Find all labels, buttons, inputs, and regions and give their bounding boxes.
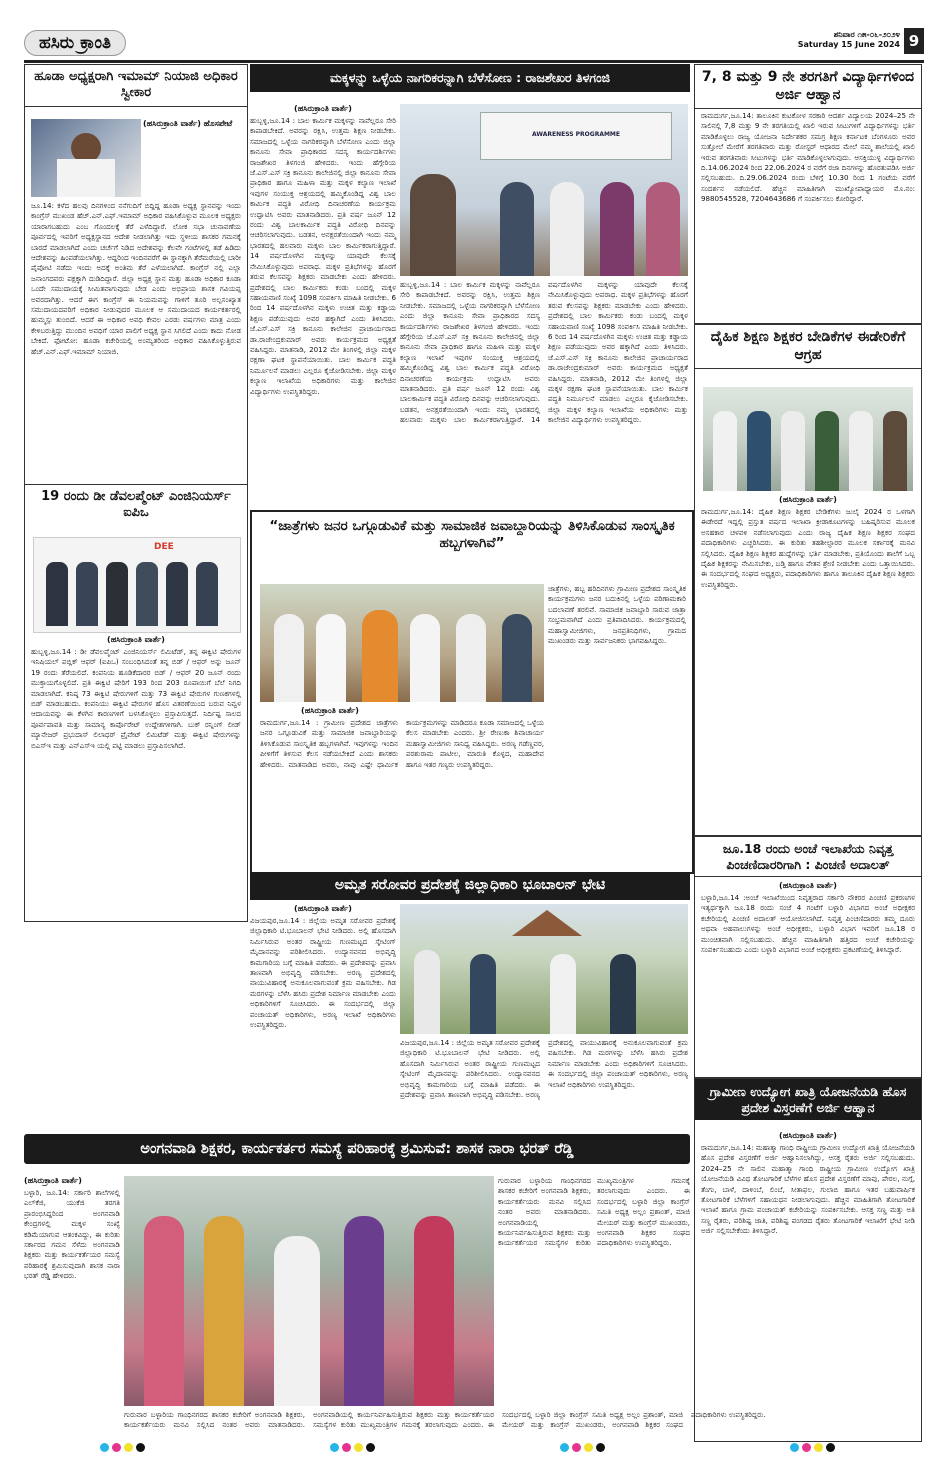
article-jatre-body-right: ಜಾತ್ರೆಗಳು, ಹಬ್ಬ ಹರಿದಿನಗಳು ಗ್ರಾಮೀಣ ಪ್ರದೇಶದ ಸಾಂಸ್ಕೃತಿಕ ಕಾರ್ಯಕ್ರಮಗಳು ಜನರ ಬದುಕಿನಲ್ಲಿ ಒಳ್ಳೆಯ ಪರಿಣಾಮಕಾರಿ ಬದಲಾವಣೆ ತರಲಿವೆ. ಸಾಮಾಜಿಕ ಜವಾಬ್ದಾರಿ ಸಾರುವ ಜಾತ್ರಾ ಸಂಭ್ರಮವಾಗಿದೆ ಎಂದು ಪ್ರತಿಪಾದಿಸಿದರು. ಕಾರ್ಯಕ್ರಮದಲ್ಲಿ ಮಹಾಸ್ವಾಮೀಜಿಗಳು, ಜನಪ್ರತಿನಿಧಿಗಳು, ಗ್ರಾಮದ ಮುಖಂಡರು ಮತ್ತು ಸಾರ್ವಜನಿಕರು ಭಾಗವಹಿಸಿದ್ದರು.: [548, 584, 686, 646]
cyan-dot: [330, 1443, 339, 1452]
article-pension-title: ಜೂ.18 ರಂದು ಅಂಚೆ ಇಲಾಖೆಯ ನಿವೃತ್ತ ಪಿಂಚಣಿದಾರರಿಗಾಗಿ : ಪಿಂಚಣಿ ಅದಾಲತ್: [695, 837, 921, 877]
gazebo-roof: [512, 910, 582, 936]
masthead: [24, 28, 924, 63]
person-icon: [76, 562, 98, 626]
article-amrut-body-left: ವಿಜಯಪುರ,ಜೂ.14 : ಜಿಲ್ಲೆಯ ಅಮೃತ ಸರೋವರ ಪ್ರದೇಶಕ್ಕೆ ಜಿಲ್ಲಾಧಿಕಾರಿ ಟಿ.ಭೂಬಾಲನ್ ಭೇಟಿ ನೀಡಿದರು. ಅಲ್ಲಿ ಹೊಸದಾಗಿ ನಿರ್ಮಿಸಿರುವ ಅಂತರ ರಾಷ್ಟ್ರೀಯ ಗುಣಮಟ್ಟದ ಸ್ಕೇಟಿಂಗ್ ಮೈದಾನವನ್ನು ಪರಿಶೀಲಿಸಿದರು. ಉದ್ಯಾನವನದ ಅಭಿವೃದ್ಧಿ ಕಾಮಗಾರಿಯ ಬಗ್ಗೆ ಮಾಹಿತಿ ಪಡೆದರು. ಈ ಪ್ರದೇಶವನ್ನು ಪ್ರವಾಸಿ ತಾಣವಾಗಿ ಅಭಿವೃದ್ಧಿ ಪಡಿಸಬೇಕು. ಅರಣ್ಯ ಪ್ರದೇಶದಲ್ಲಿ ವಾಯುವಿಹಾರಕ್ಕೆ ಅನುಕೂಲವಾಗುವಂತೆ ಕ್ರಮ ವಹಿಸಬೇಕು. ಗಿಡ ಮರಗಳನ್ನು ಬೆಳೆಸಿ ಹಸಿರು ಪ್ರದೇಶ ನಿರ್ಮಾಣ ಮಾಡಬೇಕು ಎಂದು ಅಧಿಕಾರಿಗಳಿಗೆ ಸೂಚಿಸಿದರು. ಈ ಸಂದರ್ಭದಲ್ಲಿ ಜಿಲ್ಲಾ ಪಂಚಾಯತ್ ಅಧಿಕಾರಿಗಳು, ಅರಣ್ಯ ಇಲಾಖೆ ಅಧಿಕಾರಿಗಳು ಉಪಸ್ಥಿತರಿದ್ದರು.: [250, 916, 396, 1030]
person-icon: [414, 950, 440, 1034]
newspaper-name: ಹಸಿರು ಕ್ರಾಂತಿ: [24, 30, 126, 56]
cyan-dot: [100, 1443, 109, 1452]
banner-text: AWARENESS PROGRAMME: [531, 131, 620, 138]
person-icon: [470, 954, 496, 1034]
person-icon: [144, 1216, 184, 1406]
dee-logo: DEE: [154, 542, 174, 552]
person-icon: [849, 411, 873, 491]
dateline: [798, 30, 900, 50]
person-icon: [646, 182, 680, 276]
article-jatre: [250, 510, 694, 874]
article-jatre-quote: “ಜಾತ್ರೆಗಳು ಜನರ ಒಗ್ಗೂಡುವಿಕೆ ಮತ್ತು ಸಾಮಾಜಿಕ ಜವಾಬ್ದಾರಿಯನ್ನು ತಿಳಿಸಿಕೊಡುವ ಸಾಂಸ್ಕೃತಿಕ ಹಬ್ಬಗಳಾಗಿವೆ”: [269, 518, 675, 551]
person-icon: [204, 1216, 244, 1406]
article-pe-credit: (ಹಸಿರುಕ್ರಾಂತಿ ವಾರ್ತೆ): [779, 495, 837, 504]
article-nrega-credit: (ಹಸಿರುಕ್ರಾಂತಿ ವಾರ್ತೆ): [779, 1131, 837, 1140]
article-admission-title: 7, 8 ಮತ್ತು 9 ನೇ ತರಗತಿಗೆ ವಿದ್ಯಾರ್ಥಿಗಳಿಂದ ಅರ್ಜಿ ಆಹ್ವಾನ: [695, 65, 921, 109]
print-marks: [100, 1443, 145, 1453]
article-pension-body: ಬಳ್ಳಾರಿ,ಜೂ.14 :ಅಂಚೆ ಇಲಾಖೆಯಿಂದ ನಿವೃತ್ತರಾದ ಸರ್ಕಾರಿ ನೌಕರರ ಪಿಂಚಣಿ ಪ್ರಕರಣಗಳ ಇತ್ಯರ್ಥಕ್ಕಾಗಿ ಜೂ.18 ರಂದು ಸಂಜೆ 4 ಗಂಟೆಗೆ ಬಳ್ಳಾರಿ ವಿಭಾಗದ ಅಂಚೆ ಅಧೀಕ್ಷಕರ ಕಚೇರಿಯಲ್ಲಿ ಪಿಂಚಣಿ ಅದಾಲತ್ ಆಯೋಜಿಸಲಾಗಿದೆ. ನಿವೃತ್ತ ಪಿಂಚಣಿದಾರರು ತಮ್ಮ ದೂರು ಅಥವಾ ಅಹವಾಲುಗಳನ್ನು ಅಂಚೆ ಅಧೀಕ್ಷಕರು, ಬಳ್ಳಾರಿ ವಿಭಾಗ ಇವರಿಗೆ ಜೂ.18 ರ ಮುಂಚಿತವಾಗಿ ಸಲ್ಲಿಸಬಹುದು. ಹೆಚ್ಚಿನ ಮಾಹಿತಿಗಾಗಿ ಹತ್ತಿರದ ಅಂಚೆ ಕಚೇರಿಯನ್ನು ಸಂಪರ್ಕಿಸಬಹುದು ಎಂದು ಬಳ್ಳಾರಿ ವಿಭಾಗದ ಅಂಚೆ ಅಧೀಕ್ಷಕರು ಪ್ರಕಟಣೆಯಲ್ಲಿ ತಿಳಿಸಿದ್ದಾರೆ.: [701, 893, 915, 955]
print-marks: [790, 1443, 835, 1453]
person-icon: [196, 562, 218, 626]
person-icon: [414, 1216, 454, 1406]
person-icon: [362, 610, 398, 702]
jatre-event-photo: [260, 584, 544, 702]
article-pe-teachers: [694, 324, 922, 836]
yellow-dot: [814, 1443, 823, 1452]
dee-event-photo: [33, 537, 241, 633]
article-hooda: [24, 64, 248, 552]
date-kannada: ಶನಿವಾರ ೧೫-೦೬-೨೦೨೪: [833, 30, 900, 39]
black-dot: [136, 1443, 145, 1452]
magenta-dot: [112, 1443, 121, 1452]
article-dee-credit: (ಹಸಿರುಕ್ರಾಂತಿ ವಾರ್ತೆ): [107, 635, 165, 644]
print-marks: [560, 1443, 605, 1453]
magenta-dot: [342, 1443, 351, 1452]
person-icon: [166, 562, 188, 626]
cyan-dot: [560, 1443, 569, 1452]
person-icon: [344, 1216, 384, 1406]
person-icon: [106, 562, 128, 626]
person-icon: [274, 614, 304, 702]
article-amrut: [250, 872, 690, 1130]
person-icon: [316, 614, 346, 702]
black-dot: [826, 1443, 835, 1452]
person-icon: [550, 182, 584, 276]
person-icon: [815, 411, 839, 491]
article-pe-body: ರಾಮದುರ್ಗ,ಜೂ.14: ದೈಹಿಕ ಶಿಕ್ಷಣ ಶಿಕ್ಷಕರ ಬೇಡಿಕೆಗಳು ಜುಲೈ 2024 ರ ಒಳಗಾಗಿ ಈಡೇರದೆ ಇದ್ದಲ್ಲಿ ಪ್ರಸ್ತುತ ವರ್ಷದ ಇಲಾಖಾ ಕ್ರೀಡಾಕೂಟಗಳನ್ನು ಬಹಿಷ್ಕರಿಸುವ ಮೂಲಕ ಅಸಹಕಾರ ಚಳವಳಿ ನಡೆಸಲಾಗುವುದು ಎಂದು ರಾಜ್ಯ ದೈಹಿಕ ಶಿಕ್ಷಣ ಶಿಕ್ಷಕರ ಸಂಘದ ಪದಾಧಿಕಾರಿಗಳು ಎಚ್ಚರಿಸಿದರು. ಈ ಕುರಿತು ತಹಶೀಲ್ದಾರರ ಮೂಲಕ ಸರ್ಕಾರಕ್ಕೆ ಮನವಿ ಸಲ್ಲಿಸಿದರು. ದೈಹಿಕ ಶಿಕ್ಷಣ ಶಿಕ್ಷಕರ ಹುದ್ದೆಗಳನ್ನು ಭರ್ತಿ ಮಾಡಬೇಕು, ಪ್ರತಿಯೊಂದು ಶಾಲೆಗೆ ಒಬ್ಬ ದೈಹಿಕ ಶಿಕ್ಷಕರನ್ನು ನೇಮಿಸಬೇಕು, ಬಡ್ತಿ ಹಾಗೂ ವೇತನ ಶ್ರೇಣಿ ನೀಡಬೇಕು ಎಂದು ಒತ್ತಾಯಿಸಿದರು. ಈ ಸಂದರ್ಭದಲ್ಲಿ ಸಂಘದ ಅಧ್ಯಕ್ಷರು, ಪದಾಧಿಕಾರಿಗಳು ಹಾಗೂ ತಾಲೂಕಿನ ದೈಹಿಕ ಶಿಕ್ಷಣ ಶಿಕ್ಷಕರು ಉಪಸ್ಥಿತರಿದ್ದರು.: [701, 507, 915, 589]
article-children-credit: (ಹಸಿರುಕ್ರಾಂತಿ ವಾರ್ತೆ): [294, 104, 352, 113]
article-anganwadi: [24, 1134, 766, 1440]
pe-teachers-photo: [703, 387, 913, 491]
article-dee-body: ಹುಬ್ಬಳ್ಳಿ,ಜೂ.14 : ಡೀ ಡೆವಲಪ್ಮೆಂಟ್ ಎಂಜಿನಿಯರ್ಸ್ ಲಿಮಿಟೆಡ್, ತನ್ನ ಈಕ್ವಿಟಿ ಷೇರುಗಳ ಇನಿಷಿಯಲ್ ಪಬ್ಲಿಕ್ ಆಫರ್ (ಐಪಿಒ) ಸಂಬಂಧಿಸಿದಂತೆ ತನ್ನ ಬಿಡ್ / ಆಫರ್ ಅನ್ನು ಜೂನ್ 19 ರಂದು ತೆರೆಯಲಿದೆ. ಕಂಪನಿಯ ಹೂಡಿಕೆದಾರರ ಬಿಡ್ / ಆಫರ್ 20 ಜೂನ್ ರಂದು ಮುಕ್ತಾಯಗೊಳ್ಳಲಿದೆ. ಪ್ರತಿ ಈಕ್ವಿಟಿ ಷೇರಿಗೆ 193 ರಿಂದ 203 ರೂಪಾಯಿಗೆ ಬೆಲೆ ನಿಗದಿ ಮಾಡಲಾಗಿದೆ. ಕನಿಷ್ಠ 73 ಈಕ್ವಿಟಿ ಷೇರುಗಳಿಗೆ ಮತ್ತು 73 ಈಕ್ವಿಟಿ ಷೇರುಗಳ ಗುಣಕಗಳಲ್ಲಿ ಬಿಡ್ ಮಾಡಬಹುದು. ಕಂಪನಿಯು ಈಕ್ವಿಟಿ ಷೇರುಗಳ ಹೊಸ ವಿತರಣೆಯಿಂದ ಬರುವ ನಿವ್ವಳ ಆದಾಯವನ್ನು ಈ ಕೆಳಗಿನ ಕಾರಣಗಳಿಗೆ ಬಳಸಿಕೊಳ್ಳಲು ಪ್ರಸ್ತಾಪಿಸುತ್ತದೆ. ನಿರ್ದಿಷ್ಟ ಸಾಲದ ಪೂರ್ವಪಾವತಿ ಮತ್ತು ಸಾಮಾನ್ಯ ಕಾರ್ಪೊರೇಟ್ ಉದ್ದೇಶಗಳಿಗಾಗಿ. ಬುಕ್ ರನ್ನಿಂಗ್ ಲೀಡ್ ಮ್ಯಾನೇಜರ್ ಪ್ರಭುದಾಸ್ ಲಿಲಾಧರ್ ಪ್ರೈವೇಟ್ ಲಿಮಿಟೆಡ್ ಮತ್ತು ಈಕ್ವಿಟಿ ಷೇರುಗಳನ್ನು ಬಿಎಸ್‌ಇ ಮತ್ತು ಎನ್‌ಎಸ್‌ಇ ಯಲ್ಲಿ ಪಟ್ಟಿ ಮಾಡಲು ಪ್ರಸ್ತಾಪಿಸಲಾಗಿದೆ.: [31, 647, 241, 750]
article-hooda-credit: (ಹಸಿರುಕ್ರಾಂತಿ ವಾರ್ತೆ) ಹೊಸಪೇಟೆ: [143, 119, 233, 128]
person-icon: [781, 411, 805, 491]
article-children-body-right: ಹುಬ್ಬಳ್ಳಿ,ಜೂ.14 : ಬಾಲ ಕಾರ್ಮಿಕ ಮಕ್ಕಳನ್ನು ನಾವೆಲ್ಲರೂ ಸೇರಿ ಕಾಪಾಡಬೇಕಿದೆ. ಅವರನ್ನು ರಕ್ಷಿಸಿ, ಉತ್ತಮ ಶಿಕ್ಷಣ ನೀಡಬೇಕು. ಸಮಾಜದಲ್ಲಿ ಒಳ್ಳೆಯ ನಾಗರಿಕರನ್ನಾಗಿ ಬೆಳೆಸೋಣ ಎಂದು ಜಿಲ್ಲಾ ಕಾನೂನು ಸೇವಾ ಪ್ರಾಧಿಕಾರದ ಸದಸ್ಯ ಕಾರ್ಯದರ್ಶಿಗಳು ರಾಜಶೇಖರ ತಿಳಗಂಜಿ ಹೇಳಿದರು. ಇಂದು ಹೆಗ್ಗೇರಿಯ ಜೆ.ಎಸ್.ಎಸ್ ಸಕ್ರಿ ಕಾನೂನು ಕಾಲೇಜಿನಲ್ಲಿ ಜಿಲ್ಲಾ ಕಾನೂನು ಸೇವಾ ಪ್ರಾಧಿಕಾರ ಹಾಗೂ ಮಹಿಳಾ ಮತ್ತು ಮಕ್ಕಳ ಕಲ್ಯಾಣ ಇಲಾಖೆ ಇವುಗಳ ಸಂಯುಕ್ತ ಆಶ್ರಯದಲ್ಲಿ ಹಮ್ಮಿಕೊಂಡಿದ್ದ ವಿಶ್ವ ಬಾಲ ಕಾರ್ಮಿಕ ಪದ್ಧತಿ ವಿರೋಧಿ ದಿನಾಚರಣೆಯ ಕಾರ್ಯಕ್ರಮ ಉದ್ಘಾಟಿಸಿ ಅವರು ಮಾತನಾಡಿದರು. ಪ್ರತಿ ವರ್ಷ ಜೂನ್ 12 ರಂದು ವಿಶ್ವ ಬಾಲಕಾರ್ಮಿಕ ಪದ್ಧತಿ ವಿರೋಧಿ ದಿನವನ್ನು ಆಚರಿಸಲಾಗುವುದು. ಬಡತನ, ಅನಕ್ಷರತೆಯಿಂದಾಗಿ ಇಂದು ನಮ್ಮ ಭಾರತದಲ್ಲಿ ಹಲವಾರು ಮಕ್ಕಳು ಬಾಲ ಕಾರ್ಮಿಕರಾಗುತ್ತಿದ್ದಾರೆ. 14 ವರ್ಷದೊಳಗಿನ ಮಕ್ಕಳನ್ನು ಯಾವುದೇ ಕೆಲಸಕ್ಕೆ ನೇಮಿಸಿಕೊಳ್ಳುವುದು ಅಪರಾಧ. ಮಕ್ಕಳ ಪ್ರತಿಭೆಗಳನ್ನು ಹೊರಗೆ ತರುವ ಕೆಲಸವನ್ನು ಶಿಕ್ಷಕರು ಮಾಡಬೇಕು ಎಂದು ಹೇಳಿದರು. ಪ್ರದೇಶದಲ್ಲಿ ಬಾಲ ಕಾರ್ಮಿಕರು ಕಂಡು ಬಂದಲ್ಲಿ ಮಕ್ಕಳ ಸಹಾಯವಾಣಿ ಸಂಖ್ಯೆ 1098 ಸಂಪರ್ಕಿಸಿ ಮಾಹಿತಿ ನೀಡಬೇಕು. 6 ರಿಂದ 14 ವರ್ಷದೊಳಗಿನ ಮಕ್ಕಳು ಉಚಿತ ಮತ್ತು ಕಡ್ಡಾಯ ಶಿಕ್ಷಣ ಪಡೆಯುವುದು ಅವರ ಹಕ್ಕಾಗಿದೆ ಎಂದು ತಿಳಿಸಿದರು. ಜೆ.ಎಸ್.ಎಸ್ ಸಕ್ರಿ ಕಾನೂನು ಕಾಲೇಜಿನ ಪ್ರಾಚಾರ್ಯರಾದ ಡಾ.ರಾಜೇಂದ್ರಕುಮಾರ್ ಅವರು ಕಾರ್ಯಕ್ರಮದ ಅಧ್ಯಕ್ಷತೆ ವಹಿಸಿದ್ದರು. ಮಾತನಾಡಿ, 2012 ಮೇ ತಿಂಗಳಲ್ಲಿ ಜಿಲ್ಲಾ ಮಕ್ಕಳ ರಕ್ಷಣಾ ಘಟಕ ಸ್ಥಾಪನೆಯಾಯಿತು. ಬಾಲ ಕಾರ್ಮಿಕ ಪದ್ಧತಿ ನಿರ್ಮೂಲನೆ ಮಾಡಲು ಎಲ್ಲರೂ ಕೈಜೋಡಿಸಬೇಕು. ಜಿಲ್ಲಾ ಮಕ್ಕಳ ಕಲ್ಯಾಣ ಇಲಾಖೆಯ ಅಧಿಕಾರಿಗಳು ಮತ್ತು ಕಾಲೇಜಿನ ವಿದ್ಯಾರ್ಥಿಗಳು ಉಪಸ್ಥಿತರಿದ್ದರು.: [400, 280, 688, 425]
article-amrut-body-right: ವಿಜಯಪುರ,ಜೂ.14 : ಜಿಲ್ಲೆಯ ಅಮೃತ ಸರೋವರ ಪ್ರದೇಶಕ್ಕೆ ಜಿಲ್ಲಾಧಿಕಾರಿ ಟಿ.ಭೂಬಾಲನ್ ಭೇಟಿ ನೀಡಿದರು. ಅಲ್ಲಿ ಹೊಸದಾಗಿ ನಿರ್ಮಿಸಿರುವ ಅಂತರ ರಾಷ್ಟ್ರೀಯ ಗುಣಮಟ್ಟದ ಸ್ಕೇಟಿಂಗ್ ಮೈದಾನವನ್ನು ಪರಿಶೀಲಿಸಿದರು. ಉದ್ಯಾನವನದ ಅಭಿವೃದ್ಧಿ ಕಾಮಗಾರಿಯ ಬಗ್ಗೆ ಮಾಹಿತಿ ಪಡೆದರು. ಈ ಪ್ರದೇಶವನ್ನು ಪ್ರವಾಸಿ ತಾಣವಾಗಿ ಅಭಿವೃದ್ಧಿ ಪಡಿಸಬೇಕು. ಅರಣ್ಯ ಪ್ರದೇಶದಲ್ಲಿ ವಾಯುವಿಹಾರಕ್ಕೆ ಅನುಕೂಲವಾಗುವಂತೆ ಕ್ರಮ ವಹಿಸಬೇಕು. ಗಿಡ ಮರಗಳನ್ನು ಬೆಳೆಸಿ ಹಸಿರು ಪ್ರದೇಶ ನಿರ್ಮಾಣ ಮಾಡಬೇಕು ಎಂದು ಅಧಿಕಾರಿಗಳಿಗೆ ಸೂಚಿಸಿದರು. ಈ ಸಂದರ್ಭದಲ್ಲಿ ಜಿಲ್ಲಾ ಪಂಚಾಯತ್ ಅಧಿಕಾರಿಗಳು, ಅರಣ್ಯ ಇಲಾಖೆ ಅಧಿಕಾರಿಗಳು ಉಪಸ್ಥಿತರಿದ್ದರು.: [400, 1038, 688, 1100]
cyan-dot: [790, 1443, 799, 1452]
article-jatre-body: ರಾಮದುರ್ಗ,ಜೂ.14 : ಗ್ರಾಮೀಣ ಪ್ರದೇಶದ ಜಾತ್ರೆಗಳು ಜನರ ಒಗ್ಗೂಡುವಿಕೆ ಮತ್ತು ಸಾಮಾಜಿಕ ಜವಾಬ್ದಾರಿಯನ್ನು ತಿಳಿಸಿಕೊಡುವ ಸಾಂಸ್ಕೃತಿಕ ಹಬ್ಬಗಳಾಗಿವೆ. ಇವುಗಳನ್ನು ಇಂದಿನ ಪೀಳಿಗೆಗೆ ತಿಳಿಸುವ ಕೆಲಸ ನಡೆಯಬೇಕಿದೆ ಎಂದು ಶಾಸಕರು ಹೇಳಿದರು. ಮಾತನಾಡಿದ ಅವರು, ನಾವು ಎಷ್ಟೇ ಧಾರ್ಮಿಕ ಕಾರ್ಯಕ್ರಮಗಳನ್ನು ಮಾಡಿದರೂ ಕೂಡಾ ಸಮಾಜದಲ್ಲಿ ಒಳ್ಳೆಯ ಕೆಲಸ ಮಾಡಬೇಕು ಎಂದರು. ಶ್ರೀ ರೇಣುಕಾ ಶಿವಾಚಾರ್ಯ ಮಹಾಸ್ವಾಮೀಜಿಗಳು ಸಾನಿಧ್ಯ ವಹಿಸಿದ್ದರು. ಅರಣ್ಯ ಗಡೆಣ್ಣವರ, ಪರಶುರಾಮ ಪಾಟೀಲ, ಮಾರುತಿ ಕೊಳ್ಳದ, ಮಹಾದೇವ ಹಾಗೂ ಇತರ ಗಣ್ಯರು ಉಪಸ್ಥಿತರಿದ್ದರು.: [260, 718, 544, 769]
article-children-title: ಮಕ್ಕಳನ್ನು ಒಳ್ಳೆಯ ನಾಗರಿಕರನ್ನಾಗಿ ಬೆಳೆಸೋಣ : ರಾಜಶೇಖರ ತಿಳಗಂಜಿ: [250, 64, 690, 92]
person-icon: [610, 954, 636, 1034]
person-icon: [274, 1236, 320, 1406]
article-children: [250, 64, 690, 510]
article-children-body-left: ಹುಬ್ಬಳ್ಳಿ,ಜೂ.14 : ಬಾಲ ಕಾರ್ಮಿಕ ಮಕ್ಕಳನ್ನು ನಾವೆಲ್ಲರೂ ಸೇರಿ ಕಾಪಾಡಬೇಕಿದೆ. ಅವರನ್ನು ರಕ್ಷಿಸಿ, ಉತ್ತಮ ಶಿಕ್ಷಣ ನೀಡಬೇಕು. ಸಮಾಜದಲ್ಲಿ ಒಳ್ಳೆಯ ನಾಗರಿಕರನ್ನಾಗಿ ಬೆಳೆಸೋಣ ಎಂದು ಜಿಲ್ಲಾ ಕಾನೂನು ಸೇವಾ ಪ್ರಾಧಿಕಾರದ ಸದಸ್ಯ ಕಾರ್ಯದರ್ಶಿಗಳು ರಾಜಶೇಖರ ತಿಳಗಂಜಿ ಹೇಳಿದರು. ಇಂದು ಹೆಗ್ಗೇರಿಯ ಜೆ.ಎಸ್.ಎಸ್ ಸಕ್ರಿ ಕಾನೂನು ಕಾಲೇಜಿನಲ್ಲಿ ಜಿಲ್ಲಾ ಕಾನೂನು ಸೇವಾ ಪ್ರಾಧಿಕಾರ ಹಾಗೂ ಮಹಿಳಾ ಮತ್ತು ಮಕ್ಕಳ ಕಲ್ಯಾಣ ಇಲಾಖೆ ಇವುಗಳ ಸಂಯುಕ್ತ ಆಶ್ರಯದಲ್ಲಿ ಹಮ್ಮಿಕೊಂಡಿದ್ದ ವಿಶ್ವ ಬಾಲ ಕಾರ್ಮಿಕ ಪದ್ಧತಿ ವಿರೋಧಿ ದಿನಾಚರಣೆಯ ಕಾರ್ಯಕ್ರಮ ಉದ್ಘಾಟಿಸಿ ಅವರು ಮಾತನಾಡಿದರು. ಪ್ರತಿ ವರ್ಷ ಜೂನ್ 12 ರಂದು ವಿಶ್ವ ಬಾಲಕಾರ್ಮಿಕ ಪದ್ಧತಿ ವಿರೋಧಿ ದಿನವನ್ನು ಆಚರಿಸಲಾಗುವುದು. ಬಡತನ, ಅನಕ್ಷರತೆಯಿಂದಾಗಿ ಇಂದು ನಮ್ಮ ಭಾರತದಲ್ಲಿ ಹಲವಾರು ಮಕ್ಕಳು ಬಾಲ ಕಾರ್ಮಿಕರಾಗುತ್ತಿದ್ದಾರೆ. 14 ವರ್ಷದೊಳಗಿನ ಮಕ್ಕಳನ್ನು ಯಾವುದೇ ಕೆಲಸಕ್ಕೆ ನೇಮಿಸಿಕೊಳ್ಳುವುದು ಅಪರಾಧ. ಮಕ್ಕಳ ಪ್ರತಿಭೆಗಳನ್ನು ಹೊರಗೆ ತರುವ ಕೆಲಸವನ್ನು ಶಿಕ್ಷಕರು ಮಾಡಬೇಕು ಎಂದು ಹೇಳಿದರು. ಪ್ರದೇಶದಲ್ಲಿ ಬಾಲ ಕಾರ್ಮಿಕರು ಕಂಡು ಬಂದಲ್ಲಿ ಮಕ್ಕಳ ಸಹಾಯವಾಣಿ ಸಂಖ್ಯೆ 1098 ಸಂಪರ್ಕಿಸಿ ಮಾಹಿತಿ ನೀಡಬೇಕು. 6 ರಿಂದ 14 ವರ್ಷದೊಳಗಿನ ಮಕ್ಕಳು ಉಚಿತ ಮತ್ತು ಕಡ್ಡಾಯ ಶಿಕ್ಷಣ ಪಡೆಯುವುದು ಅವರ ಹಕ್ಕಾಗಿದೆ ಎಂದು ತಿಳಿಸಿದರು. ಜೆ.ಎಸ್.ಎಸ್ ಸಕ್ರಿ ಕಾನೂನು ಕಾಲೇಜಿನ ಪ್ರಾಚಾರ್ಯರಾದ ಡಾ.ರಾಜೇಂದ್ರಕುಮಾರ್ ಅವರು ಕಾರ್ಯಕ್ರಮದ ಅಧ್ಯಕ್ಷತೆ ವಹಿಸಿದ್ದರು. ಮಾತನಾಡಿ, 2012 ಮೇ ತಿಂಗಳಲ್ಲಿ ಜಿಲ್ಲಾ ಮಕ್ಕಳ ರಕ್ಷಣಾ ಘಟಕ ಸ್ಥಾಪನೆಯಾಯಿತು. ಬಾಲ ಕಾರ್ಮಿಕ ಪದ್ಧತಿ ನಿರ್ಮೂಲನೆ ಮಾಡಲು ಎಲ್ಲರೂ ಕೈಜೋಡಿಸಬೇಕು. ಜಿಲ್ಲಾ ಮಕ್ಕಳ ಕಲ್ಯಾಣ ಇಲಾಖೆಯ ಅಧಿಕಾರಿಗಳು ಮತ್ತು ಕಾಲೇಜಿನ ವಿದ್ಯಾರ್ಥಿಗಳು ಉಪಸ್ಥಿತರಿದ್ದರು.: [250, 116, 396, 396]
article-hooda-body: ಜೂ.14: ಕಳೆದ ಹಲವು ದಿನಗಳಿಂದ ನನೆಗುದಿಗೆ ಬಿದ್ದಿದ್ದ ಹೂಡಾ ಅಧ್ಯಕ್ಷ ಸ್ಥಾನವನ್ನು ಇಂದು ಕಾಂಗ್ರೆಸ್ ಮುಖಂಡ ಹೆಚ್.ಎನ್.ಎಫ್.ಇಮಾಮ್ ಅಧಿಕಾರ ವಹಿಸಿಕೊಳ್ಳುವ ಮೂಲಕ ಅಧ್ಯಕ್ಷರು ಯಾರಾಗಬಹುದು ಎಂಬ ಗೊಂದಲಕ್ಕೆ ತೆರೆ ಎಳೆದಿದ್ದಾರೆ. ಲೋಕ ಸಭಾ ಚುನಾವಣೆಯ ಪೂರ್ವದಲ್ಲಿ ಇವರಿಗೆ ಅಧ್ಯಕ್ಷಸ್ಥಾನದ ಆದೇಶ ನೀಡಲಾಗಿತ್ತು ಇದು ಸ್ಥಳೀಯ ಶಾಸಕರ ಗಮನಕ್ಕೆ ಬಾರದೆ ಮಾಡಲಾಗಿದೆ ಎಂದು ಚರ್ಚೆಗೆ ನಿಡಿದ ಅದೇಶವನ್ನು ಕೆಲವೇ ಗಂಟೆಗಳಲ್ಲಿ ತಡೆ ಹಿಡಿದು ಆದೇಶವನ್ನು ಹಿಂಪಡೆಯಲಾಗಿತ್ತು. ಆದ್ದರಿಂದ ಇಂದಿನವರೆಗೆ ಈ ಸ್ಥಾನಕ್ಕಾಗಿ ತೆರೆಮರೆಯಲ್ಲಿ ಬಾರೀ ಪೈಪೋಟಿ ನಡೆದು ಇಂದು ಅದಕ್ಕೆ ಅಂತಿಮ ತೆರೆ ಎಳೆಯಲಾಗಿದೆ. ಕಾಂಗ್ರೆಸ್ ನಲ್ಲಿ ಎಲ್ಲಾ ಜನಾಂಗದವರು ಪಕ್ಷಕ್ಕಾಗಿ ದುಡಿದಿದ್ದಾರೆ. ಜಿಲ್ಲಾ ಅಧ್ಯಕ್ಷ ಸ್ಥಾನ ಮತ್ತು ಹೂಡಾ ಅಧಿಕಾರ ಕೂಡಾ ಒಂದೇ ಸಮುದಾಯಕ್ಕೆ ಸೀಮಿತವಾಗುವುದು ಬೇಡ ಎಂದು ಅಭಿಪ್ರಾಯ ಶಾಸಕ ಗವಿಯಪ್ಪ ಅವರದಾಗಿತ್ತು. ಆದರೆ ಈಗ ಕಾಂಗ್ರೆಸ್ ಈ ನಿಯಮವನ್ನು ಗಾಳಿಗೆ ತೂರಿ ಅಲ್ಪಸಂಖ್ಯಾತ ಸಮುದಾಯದವರಿಗೆ ಅಧಿಕಾರ ನೀಡುವುದರ ಮೂಲಕ ಆ ಸಮುದಾಯದ ಕಾರ್ಯಕರ್ತರಲ್ಲಿ ಹುಮ್ಮಸ್ಸು ತುಂಬಿದೆ. ಆದರೆ ಈ ಅಧಿಕಾರ ಅವಧಿ ಕೇವಲ ಎರಡು ವರ್ಷಗಳು ಮಾತ್ರ ಎಂದು ಕೇಳಿಬರುತ್ತಿದ್ದು ಮುಂದಿನ ಅವಧಿಗೆ ಯಾರ ಪಾಲಿಗೆ ಅಧ್ಯಕ್ಷ ಸ್ಥಾನ ಸಿಗಲಿದೆ ಎಂದು ಕಾದು ನೋಡ ಬೇಕಿದೆ. ಫೋಟೋ: ಹೂಡಾ ಕಚೇರಿಯಲ್ಲಿ ಅಂಮ್ಯತರಿಂದ ಅಧಿಕಾರ ವಹಿಸಿಕೊಳ್ಳುತ್ತಿರುವ ಹೆಚ್.ಎನ್.ಎಫ್.ಇಮಾಮ್ ನಿಯಾಜಿ.: [31, 201, 242, 356]
anganwadi-meeting-photo: [124, 1176, 494, 1406]
article-admission: [694, 64, 922, 324]
person-icon: [500, 182, 534, 276]
person-icon: [410, 614, 440, 702]
hooda-office-photo: [31, 119, 141, 197]
person-icon: [883, 411, 907, 491]
article-pension: [694, 836, 922, 1078]
person-icon: [46, 562, 68, 626]
print-marks: [330, 1443, 375, 1453]
article-anganwadi-credit: (ಹಸಿರುಕ್ರಾಂತಿ ವಾರ್ತೆ): [24, 1176, 82, 1185]
article-dee-title: 19 ರಂದು ಡೀ ಡೆವಲಪ್ಮೆಂಟ್ ಎಂಜಿನಿಯರ್ಸ್ ಐಪಿಒ: [41, 489, 231, 521]
article-dee-ipo: [24, 484, 248, 922]
article-nrega-title: ಗ್ರಾಮೀಣ ಉದ್ಯೋಗ ಖಾತ್ರಿ ಯೋಜನೆಯಡಿ ಹೊಸ ಪ್ರದೇಶ ವಿಸ್ತರಣೆಗೆ ಅರ್ಜಿ ಆಹ್ವಾನ: [695, 1079, 921, 1120]
page-number: 9: [904, 28, 924, 54]
amrut-site-photo: [400, 904, 688, 1034]
date-english: Saturday 15 June 2024: [797, 40, 900, 49]
person-icon: [550, 954, 576, 1034]
person-icon: [136, 562, 158, 626]
article-amrut-title: ಅಮೃತ ಸರೋವರ ಪ್ರದೇಶಕ್ಕೆ ಜಿಲ್ಲಾಧಿಕಾರಿ ಭೂಬಾಲನ್ ಭೇಟಿ: [250, 872, 690, 900]
yellow-dot: [584, 1443, 593, 1452]
article-pension-credit: (ಹಸಿರುಕ್ರಾಂತಿ ವಾರ್ತೆ): [779, 881, 837, 890]
children-event-photo: [400, 104, 688, 276]
person-icon: [410, 174, 456, 276]
black-dot: [596, 1443, 605, 1452]
article-nrega: [694, 1078, 922, 1442]
article-admission-body: ರಾಮದುರ್ಗ,ಜೂ.14: ತಾಲೂಕಿನ ಕುಟಕೋಳ ಸರಕಾರಿ ಆದರ್ಶ ವಿದ್ಯಾಲಯ 2024–25 ನೇ ಸಾಲಿನಲ್ಲಿ 7,8 ಮತ್ತು 9 ನೇ ತರಗತಿಯಲ್ಲಿ ಖಾಲಿ ಇರುವ ಸೀಟುಗಳಿಗೆ ವಿದ್ಯಾರ್ಥಿಗಳನ್ನು ಭರ್ತಿ ಮಾಡಿಕೊಳ್ಳಲು ರಾಜ್ಯ ಯೋಜನಾ ನಿರ್ದೇಶಕರ ಸಮಗ್ರ ಶಿಕ್ಷಣ ಕರ್ನಾಟಕ ಬೆಂಗಳೂರು ಅವರ ಸುತ್ತೋಲೆ ಮೇರೆಗೆ ತರಗತಿವಾರು ಮತ್ತು ರೋಸ್ಟರ್ ಆಧಾರದ ಮೇಲೆ ನಮ್ಮ ಶಾಲೆಯಲ್ಲಿ ಖಾಲಿ ಇರುವ ತರಗತಿವಾರು ಸೀಟುಗಳನ್ನು ಭರ್ತಿ ಮಾಡಿಕೊಳ್ಳಲಾಗುವುದು. ಆಸಕ್ತಿಯುಳ್ಳ ವಿದ್ಯಾರ್ಥಿಗಳು ದಿ.14.06.2024 ರಿಂದ 22.06.2024 ರ ವರೆಗೆ ರಜಾ ದಿನಗಳನ್ನು ಹೊರತುಪಡಿಸಿ ಅರ್ಜಿ ಸಲ್ಲಿಸಬಹುದು. ದಿ.29.06.2024 ರಂದು ಬೆಳಿಗ್ಗೆ 10.30 ರಿಂದ 1 ಗಂಟೆಯ ವರೆಗೆ ಸಂದರ್ಶನ ನಡೆಯಲಿದೆ. ಹೆಚ್ಚಿನ ಮಾಹಿತಿಗಾಗಿ ಮುಖ್ಯೋಪಾಧ್ಯಾಯರ ಮೊ.ನಂ: 9880545528, 7204643686 ಗೆ ಸಂಪರ್ಕಿಸಲು ಕೋರಿದ್ದಾರೆ.: [701, 111, 915, 204]
article-anganwadi-title: ಅಂಗನವಾಡಿ ಶಿಕ್ಷಕರ, ಕಾರ್ಯಕರ್ತರ ಸಮಸ್ಯೆ ಪರಿಹಾರಕ್ಕೆ ಶ್ರಮಿಸುವೆ: ಶಾಸಕ ನಾರಾ ಭರತ್ ರೆಡ್ಡಿ: [24, 1134, 690, 1164]
shirt-shape: [57, 159, 115, 197]
article-amrut-credit: (ಹಸಿರುಕ್ರಾಂತಿ ವಾರ್ತೆ): [294, 904, 352, 913]
banner-shape: [480, 112, 672, 160]
yellow-dot: [124, 1443, 133, 1452]
article-jatre-credit: (ಹಸಿರುಕ್ರಾಂತಿ ವಾರ್ತೆ): [301, 706, 359, 715]
article-anganwadi-body-left: ಬಳ್ಳಾರಿ, ಜೂ.14: ಸರ್ಕಾರಿ ಶಾಲೆಗಳಲ್ಲಿ ಎಲ್‌ಕೆಜಿ, ಯುಕೆಜಿ ತರಗತಿ ಪ್ರಾರಂಭಿಸಿದ್ದರಿಂದ ಅಂಗನವಾಡಿ ಕೇಂದ್ರಗಳಲ್ಲಿ ಮಕ್ಕಳ ಸಂಖ್ಯೆ ಕಡಿಮೆಯಾಗುವ ಆತಂಕವಿದ್ದು, ಈ ಕುರಿತು ಸರ್ಕಾರದ ಗಮನ ಸೆಳೆದು ಅಂಗನವಾಡಿ ಶಿಕ್ಷಕರು ಮತ್ತು ಕಾರ್ಯಕರ್ತೆಯರ ಸಮಸ್ಯೆ ಪರಿಹಾರಕ್ಕೆ ಶ್ರಮಿಸುವುದಾಗಿ ಶಾಸಕ ನಾರಾ ಭರತ್ ರೆಡ್ಡಿ ಹೇಳಿದರು.: [24, 1188, 120, 1281]
article-anganwadi-body-right: ಗುರುವಾರ ಬಳ್ಳಾರಿಯ ಗಾಂಧಿನಗರದ ಶಾಸಕರ ಕಚೇರಿಗೆ ಅಂಗನವಾಡಿ ಶಿಕ್ಷಕರು, ಕಾರ್ಯಕರ್ತೆಯರು ಮನವಿ ಸಲ್ಲಿಸಿದ ನಂತರ ಅವರು ಮಾತನಾಡಿದರು. ಅಂಗನವಾಡಿಯಲ್ಲಿ ಕಾರ್ಯನಿರ್ವಹಿಸುತ್ತಿರುವ ಶಿಕ್ಷಕರು ಮತ್ತು ಕಾರ್ಯಕರ್ತೆಯರ ಸಮಸ್ಯೆಗಳ ಕುರಿತು ಮುಖ್ಯಮಂತ್ರಿಗಳ ಗಮನಕ್ಕೆ ತರಲಾಗುವುದು ಎಂದರು. ಈ ಸಂದರ್ಭದಲ್ಲಿ ಬಳ್ಳಾರಿ ಜಿಲ್ಲಾ ಕಾಂಗ್ರೆಸ್ ಸಮಿತಿ ಅಧ್ಯಕ್ಷ ಅಲ್ಲಂ ಪ್ರಶಾಂತ್, ಮಾಜಿ ಮೇಯರ್ ಮತ್ತು ಕಾಂಗ್ರೆಸ್ ಮುಖಂಡರು, ಅಂಗನವಾಡಿ ಶಿಕ್ಷಕರ ಸಂಘದ ಪದಾಧಿಕಾರಿಗಳು ಉಪಸ್ಥಿತರಿದ್ದರು.: [498, 1176, 690, 1248]
person-icon: [502, 614, 532, 702]
black-dot: [366, 1443, 375, 1452]
person-icon: [713, 411, 737, 491]
magenta-dot: [802, 1443, 811, 1452]
article-anganwadi-body-bottom: ಗುರುವಾರ ಬಳ್ಳಾರಿಯ ಗಾಂಧಿನಗರದ ಶಾಸಕರ ಕಚೇರಿಗೆ ಅಂಗನವಾಡಿ ಶಿಕ್ಷಕರು, ಕಾರ್ಯಕರ್ತೆಯರು ಮನವಿ ಸಲ್ಲಿಸಿದ ನಂತರ ಅವರು ಮಾತನಾಡಿದರು. ಅಂಗನವಾಡಿಯಲ್ಲಿ ಕಾರ್ಯನಿರ್ವಹಿಸುತ್ತಿರುವ ಶಿಕ್ಷಕರು ಮತ್ತು ಕಾರ್ಯಕರ್ತೆಯರ ಸಮಸ್ಯೆಗಳ ಕುರಿತು ಮುಖ್ಯಮಂತ್ರಿಗಳ ಗಮನಕ್ಕೆ ತರಲಾಗುವುದು ಎಂದರು. ಈ ಸಂದರ್ಭದಲ್ಲಿ ಬಳ್ಳಾರಿ ಜಿಲ್ಲಾ ಕಾಂಗ್ರೆಸ್ ಸಮಿತಿ ಅಧ್ಯಕ್ಷ ಅಲ್ಲಂ ಪ್ರಶಾಂತ್, ಮಾಜಿ ಮೇಯರ್ ಮತ್ತು ಕಾಂಗ್ರೆಸ್ ಮುಖಂಡರು, ಅಂಗನವಾಡಿ ಶಿಕ್ಷಕರ ಸಂಘದ ಪದಾಧಿಕಾರಿಗಳು ಉಪಸ್ಥಿತರಿದ್ದರು.: [124, 1410, 766, 1430]
yellow-dot: [354, 1443, 363, 1452]
article-pe-title: ದೈಹಿಕ ಶಿಕ್ಷಣ ಶಿಕ್ಷಕರ ಬೇಡಿಕೆಗಳ ಈಡೇರಿಕೆಗೆ ಆಗ್ರಹ: [695, 325, 921, 369]
person-icon: [747, 411, 771, 491]
person-icon: [456, 614, 486, 702]
article-hooda-title: ಹೂಡಾ ಅಧ್ಯಕ್ಷರಾಗಿ ಇಮಾಮ್ ನಿಯಾಜಿ ಅಧಿಕಾರ ಸ್ವೀಕಾರ: [25, 65, 247, 107]
article-nrega-body: ರಾಮದುರ್ಗ,ಜೂ.14: ಮಹಾತ್ಮಾ ಗಾಂಧಿ ರಾಷ್ಟ್ರೀಯ ಗ್ರಾಮೀಣ ಉದ್ಯೋಗ ಖಾತ್ರಿ ಯೋಜನೆಯಡಿ ಹೊಸ ಪ್ರದೇಶ ವಿಸ್ತರಣೆಗೆ ಅರ್ಜಿ ಆಹ್ವಾನಿಸಲಾಗಿದ್ದು, ಆಸಕ್ತ ರೈತರು ಅರ್ಜಿ ಸಲ್ಲಿಸಬಹುದು. 2024–25 ನೇ ಸಾಲಿನ ಮಹಾತ್ಮಾ ಗಾಂಧಿ ರಾಷ್ಟ್ರೀಯ ಗ್ರಾಮೀಣ ಉದ್ಯೋಗ ಖಾತ್ರಿ ಯೋಜನೆಯಡಿ ವಿವಿಧ ತೋಟಗಾರಿಕೆ ಬೆಳೆಗಳ ಹೊಸ ಪ್ರದೇಶ ವಿಸ್ತರಣೆಗೆ ಮಾವು, ಪೇರಲ, ನುಗ್ಗೆ, ತೆಂಗು, ಬಾಳೆ, ದಾಳಿಂಬೆ, ಲಿಂಬೆ, ಸೀತಾಫಲ, ಗುಲಾಬಿ ಹಾಗೂ ಇತರ ಬಹುವಾರ್ಷಿಕ ತೋಟಗಾರಿಕೆ ಬೆಳೆಗಳಿಗೆ ಸಹಾಯಧನ ನೀಡಲಾಗುವುದು. ಹೆಚ್ಚಿನ ಮಾಹಿತಿಗಾಗಿ ತೋಟಗಾರಿಕೆ ಇಲಾಖೆ ಹಾಗೂ ಗ್ರಾಮ ಪಂಚಾಯತ್ ಕಚೇರಿಯನ್ನು ಸಂಪರ್ಕಿಸಬೇಕು. ಆಸಕ್ತ ಸಣ್ಣ ಮತ್ತು ಅತಿ ಸಣ್ಣ ರೈತರು, ಪರಿಶಿಷ್ಟ ಜಾತಿ, ಪರಿಶಿಷ್ಟ ಪಂಗಡದ ರೈತರು ತೋಟಗಾರಿಕೆ ಇಲಾಖೆಗೆ ಭೇಟಿ ನೀಡಿ ಅರ್ಜಿ ಸಲ್ಲಿಸಬೇಕೆಂದು ತಿಳಿಸಿದ್ದಾರೆ.: [701, 1143, 915, 1236]
person-icon: [600, 182, 634, 276]
magenta-dot: [572, 1443, 581, 1452]
